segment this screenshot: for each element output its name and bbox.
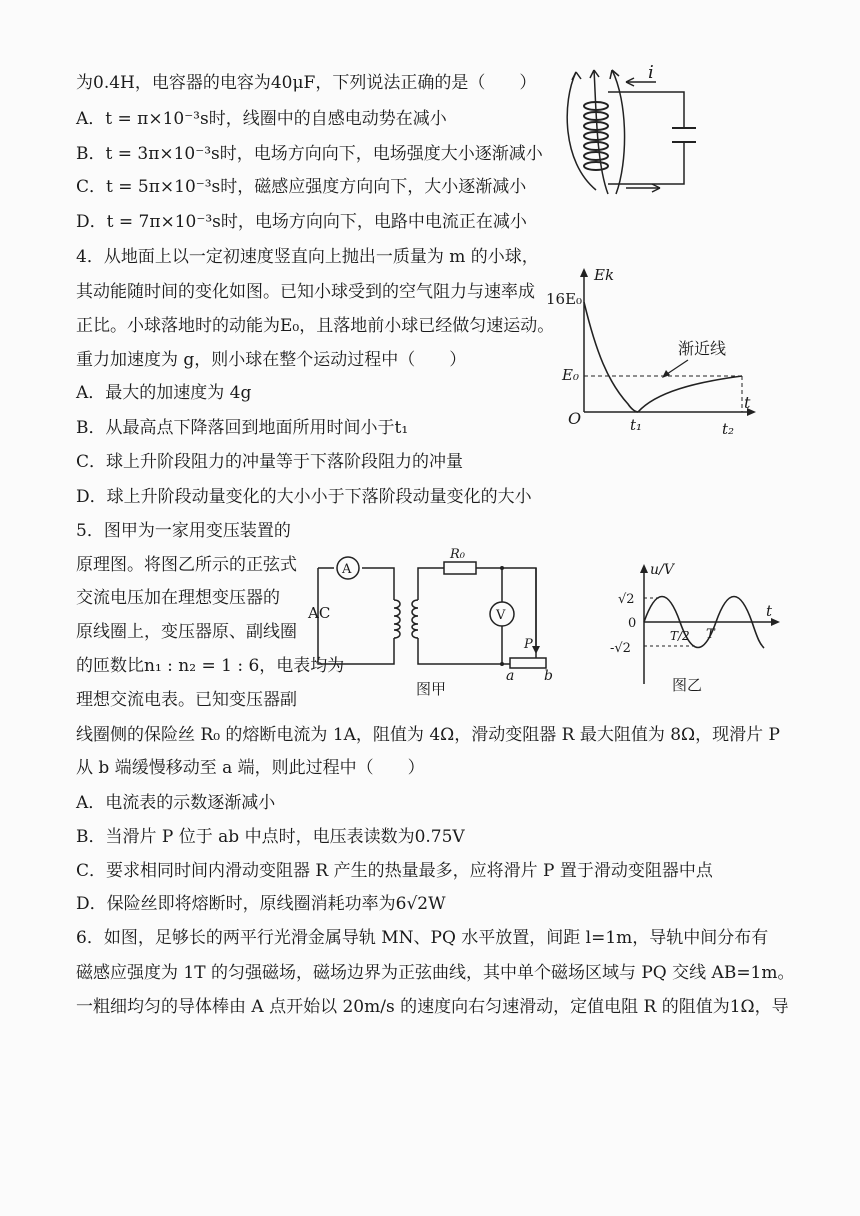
q5-option-c: C．要求相同时间内滑动变阻器 R 产生的热量最多，应将滑片 P 置于滑动变阻器中点 — [76, 861, 713, 881]
q5-sine-wave-figure — [610, 560, 786, 700]
q5-stem-line-1: 5．图甲为一家用变压装置的 — [76, 521, 291, 541]
q4-stem-line-4: 重力加速度为 g，则小球在整个运动过程中（ ） — [76, 350, 467, 370]
q4-option-d: D．球上升阶段动量变化的大小小于下落阶段动量变化的大小 — [76, 487, 532, 507]
q3-option-a: A．t = π×10⁻³s时，线圈中的自感电动势在减小 — [76, 109, 447, 129]
q5-option-a: A．电流表的示数逐渐减小 — [76, 793, 276, 813]
q5-option-b: B．当滑片 P 位于 ab 中点时，电压表读数为0.75V — [76, 827, 465, 847]
q5-stem-line-7: 线圈侧的保险丝 R₀ 的熔断电流为 1A，阻值为 4Ω，滑动变阻器 R 最大阻值为 8Ω，现滑片 P — [76, 725, 780, 745]
q5-ammeter-label: A — [342, 562, 352, 577]
q5-zero-label: 0 — [628, 616, 637, 631]
q5-stem-line-5: 的匝数比n₁ : n₂ = 1 : 6，电表均为 — [76, 656, 345, 676]
q5-t-axis-label: t — [766, 602, 773, 620]
q5-u-axis-label: u/V — [650, 562, 674, 578]
q5-minus-sqrt2-label: -√2 — [610, 641, 631, 656]
q4-stem-line-2: 其动能随时间的变化如图。已知小球受到的空气阻力与速率成 — [76, 282, 535, 302]
q3-option-d: D．t = 7π×10⁻³s时，电场方向向下，电路中电流正在减小 — [76, 212, 527, 232]
q6-stem-line-3: 一粗细均匀的导体棒由 A 点开始以 20m/s 的速度向右匀速滑动，定值电阻 R 的阻值为1Ω，导 — [76, 997, 789, 1017]
q5-stem-line-3: 交流电压加在理想变压器的 — [76, 588, 280, 608]
q5-half-period-label: T/2 — [670, 629, 690, 643]
q5-stem-line-6: 理想交流电表。已知变压器副 — [76, 690, 297, 710]
q4-option-b: B．从最高点下降落回到地面所用时间小于t₁ — [76, 418, 409, 438]
q4-t1-label: t₁ — [630, 416, 643, 434]
q4-y-top-label: 16E₀ — [546, 290, 583, 308]
q5-stem-line-4: 原线圈上，变压器原、副线圈 — [76, 622, 297, 642]
q4-t2-label: t₂ — [722, 420, 735, 438]
q4-stem-line-3: 正比。小球落地时的动能为E₀，且落地前小球已经做匀速运动。 — [76, 316, 555, 336]
q4-option-c: C．球上升阶段阻力的冲量等于下落阶段阻力的冲量 — [76, 452, 464, 472]
q4-stem-line-1: 4．从地面上以一定初速度竖直向上抛出一质量为 m 的小球， — [76, 247, 539, 267]
q5-r0-label: R₀ — [450, 547, 465, 562]
q5-option-d: D．保险丝即将熔断时，原线圈消耗功率为6√2W — [76, 894, 446, 914]
q6-stem-line-1: 6．如图，足够长的两平行光滑金属导轨 MN、PQ 水平放置，间距 l=1m，导轨中间分布有 — [76, 928, 769, 948]
q3-stem-line: 为0.4H，电容器的电容为40μF，下列说法正确的是（ ） — [76, 73, 537, 93]
q3-option-c: C．t = 5π×10⁻³s时，磁感应强度方向向下，大小逐渐减小 — [76, 177, 527, 197]
q5-end-b-label: b — [544, 668, 553, 684]
q3-option-b: B．t = 3π×10⁻³s时，电场方向向下，电场强度大小逐渐减小 — [76, 144, 543, 164]
q5-figure-yi-caption: 图乙 — [672, 676, 703, 694]
q3-current-label: i — [648, 62, 654, 83]
q5-voltmeter-label: V — [496, 608, 506, 623]
q5-figure-jia-caption: 图甲 — [416, 680, 447, 698]
q5-plus-sqrt2-label: √2 — [618, 592, 635, 607]
q5-ac-label: AC — [308, 604, 331, 622]
q4-ek-time-graph — [546, 262, 766, 442]
q4-option-a: A．最大的加速度为 4g — [76, 383, 252, 403]
q5-stem-line-2: 原理图。将图乙所示的正弦式 — [76, 555, 297, 575]
q5-period-label: T — [706, 627, 715, 642]
q5-end-a-label: a — [506, 668, 515, 684]
q4-e0-label: E₀ — [562, 366, 579, 384]
q4-origin-label: O — [568, 409, 582, 428]
q4-y-axis-label: Ek — [594, 266, 615, 284]
q5-stem-line-8: 从 b 端缓慢移动至 a 端，则此过程中（ ） — [76, 758, 425, 778]
q5-slider-label: P — [524, 637, 533, 652]
q4-x-axis-label: t — [744, 393, 751, 412]
q3-lc-circuit-figure — [556, 62, 696, 212]
q4-asymptote-label: 渐近线 — [678, 339, 727, 358]
q5-transformer-circuit-figure — [306, 542, 562, 702]
q6-stem-line-2: 磁感应强度为 1T 的匀强磁场，磁场边界为正弦曲线，其中单个磁场区域与 PQ 交线 AB=1m。 — [76, 963, 795, 983]
